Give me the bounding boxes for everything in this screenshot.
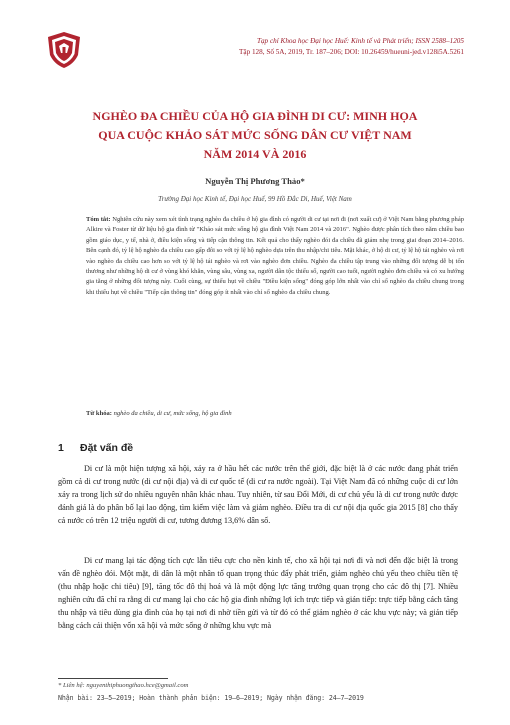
footnote-divider (58, 678, 168, 679)
journal-volume-doi: Tập 128, Số 5A, 2019, Tr. 187–206; DOI: 10.26459/hueuni-jed.v128i5A.5261 (238, 48, 464, 56)
section-title: Đặt vấn đề (80, 442, 134, 454)
author-affiliation: Trường Đại học Kinh tế, Đại học Huế, 99 Hồ Đắc Di, Huế, Việt Nam (158, 195, 352, 203)
journal-name: Tạp chí Khoa học Đại học Huế: Kinh tế và Phát triển; ISSN 2588–1205 (256, 37, 464, 45)
paragraph-text: Di cư là một hiện tượng xã hội, xảy ra ở hầu hết các nước trên thế giới, đặc biệt là ở các nước đang phát triển gồm cả di cư trong nước (di cư nội địa) và di cư quốc tế (di cư ra nước ngoài). Tại Việt Nam đã có những cuộc di cư lớn xảy ra trong lịch sử do nhiều nguyên nhân khác nhau. Tuy nhiên, từ sau Đổi Mới, di cư chủ yếu là di cư trong nước được đánh giá là do phân bố lại lao động, tìm kiếm việc làm và giảm nghèo. Điều tra di cư nội địa quốc gia 2015 [8] cho thấy cả nước có trên 12 triệu người di cư, tương đương 13,6% dân số. (58, 464, 458, 525)
submission-dates: Nhận bài: 23–5–2019; Hoàn thành phản biện: 19–6–2019; Ngày nhận đăng: 24–7–2019 (58, 694, 364, 702)
section-heading (58, 442, 133, 454)
abstract-text: Nghiên cứu này xem xét tình trạng nghèo đa chiều ở hộ gia đình có người di cư tại nơi đi (nơi xuất cư) ở Việt Nam bằng phương pháp Alkire và Foster từ dữ liệu hộ gia đình từ "Khảo sát mức sống hộ gia đình Việt Nam 2014 và 2016". Nghèo được phân tích theo năm chiều bao gồm giáo dục, y tế, nhà ở, điều kiện sống và tiếp cận thông tin. Kết quả cho thấy nghèo đói đa chiều đã giảm nhẹ trong giai đoạn 2014–2016. Bên cạnh đó, tỷ lệ hộ nghèo đa chiều cao gấp đôi so với tỷ lệ hộ nghèo dựa trên thu nhập/chi tiêu. Mặt khác, ở hộ di cư, tỷ lệ hộ tái nghèo và rơi vào nghèo đa chiều cao hơn so với tỷ lệ hộ tái nghèo và rơi vào nghèo đơn chiều. Nghèo đa chiều tập trung vào những đối tượng dễ bị tổn thương như những hộ di cư ở vùng khó khăn, vùng sâu, vùng xa, người dân tộc thiểu số, người cao tuổi, người nghèo đơn chiều và có xu hướng gia tăng ở những đối tượng này. Cuối cùng, sự thiếu hụt về chiều "Điều kiện sống" đóng góp lớn nhất vào chỉ số nghèo đa chiều chung trong khi thiếu hụt về chiều "Tiếp cận thông tin" đóng góp ít nhất vào chỉ số nghèo đa chiều chung. (86, 216, 464, 296)
title-line: QUA CUỘC KHẢO SÁT MỨC SỐNG DÂN CƯ VIỆT NAM (98, 128, 412, 142)
paper-title (40, 107, 470, 164)
body-paragraph (58, 554, 458, 632)
title-line: NĂM 2014 VÀ 2016 (203, 147, 307, 161)
section-number: 1 (58, 442, 64, 454)
university-seal-icon (46, 31, 82, 69)
abstract-label: Tóm tắt: (86, 216, 111, 223)
footnote-contact: * Liên hệ: nguyenthiphuongthao.hce@gmail.com (58, 682, 189, 689)
author-name: Nguyễn Thị Phương Thảo* (205, 176, 305, 186)
body-paragraph (58, 462, 458, 527)
keywords (86, 409, 464, 419)
abstract (86, 215, 464, 298)
title-line: NGHÈO ĐA CHIỀU CỦA HỘ GIA ĐÌNH DI CƯ: MINH HỌA (92, 109, 418, 123)
paragraph-text: Di cư mang lại tác động tích cực lẫn tiêu cực cho nền kinh tế, cho xã hội tại nơi đi và nơi đến đặc biệt là trong vấn đề nghèo đói. Một mặt, di dân là một nhân tố quan trọng thúc đẩy phát triển, giảm nghèo chủ yếu theo chiều tiền tệ (thu nhập hoặc chi tiêu) [9], tăng tốc đô thị hoá và là một động lực tăng trưởng quan trọng cho các đô thị [7]. Nhiều nghiên cứu đã chỉ ra rằng di cư mang lại cho các hộ gia đình những lợi ích trực tiếp và gián tiếp: trực tiếp bằng cách tăng thu nhập và tiêu dùng gia đình của họ tại nơi đi nhờ tiền gửi và từ đó có thể giảm nghèo ở các khu vực này; và gián tiếp bằng cách cải thiện vốn xã hội và mức sống ở những khu vực mà (58, 556, 458, 630)
keywords-label: Từ khóa: (86, 410, 112, 417)
keywords-text: nghèo đa chiều, di cư, mức sống, hộ gia đình (111, 410, 232, 417)
journal-header (104, 36, 464, 58)
